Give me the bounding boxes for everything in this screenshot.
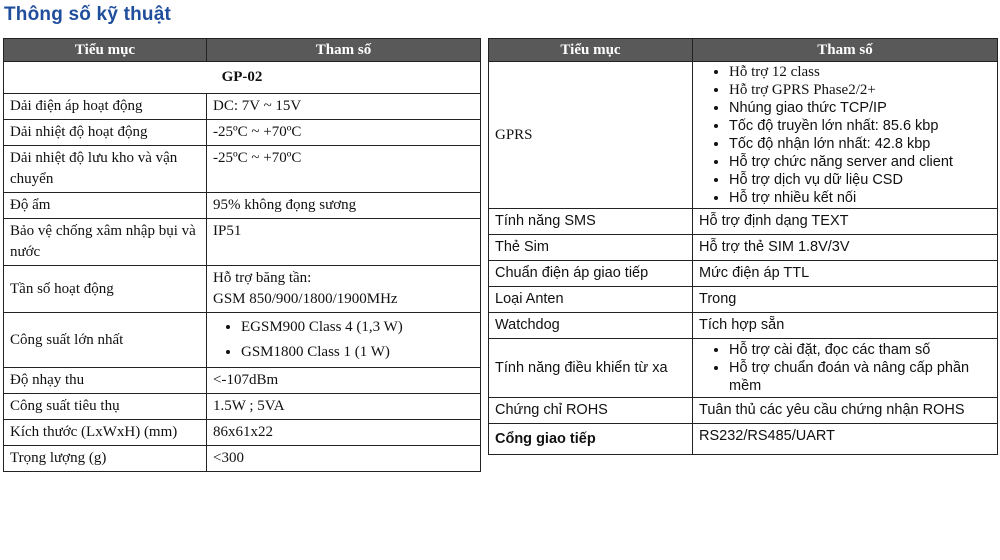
table-row bbox=[4, 146, 481, 193]
row-value: Tích hợp sẵn bbox=[693, 313, 998, 339]
list-item: • EGSM900 Class 4 (1,3 W) bbox=[241, 315, 474, 340]
list-item: • Hỗ trợ nhiều kết nối bbox=[729, 189, 991, 207]
row-label: Trọng lượng (g) bbox=[4, 446, 207, 472]
list-item: • Hỗ trợ chuẩn đoán và nâng cấp phần mềm bbox=[729, 359, 991, 395]
bullet-list bbox=[699, 341, 991, 395]
table-row bbox=[4, 219, 481, 266]
list-item: • Tốc độ truyền lớn nhất: 85.6 kbp bbox=[729, 117, 991, 135]
row-label: Công suất lớn nhất bbox=[4, 313, 207, 368]
table-row bbox=[4, 120, 481, 146]
row-value: Trong bbox=[693, 287, 998, 313]
table-header-row bbox=[489, 39, 998, 62]
row-value: -25ºC ~ +70ºC bbox=[207, 120, 481, 146]
row-label: Kích thước (LxWxH) (mm) bbox=[4, 420, 207, 446]
row-label: Chứng chỉ ROHS bbox=[489, 398, 693, 424]
row-value bbox=[207, 313, 481, 368]
table-row bbox=[4, 94, 481, 120]
row-label: Dải nhiệt độ lưu kho và vận chuyển bbox=[4, 146, 207, 193]
row-value: IP51 bbox=[207, 219, 481, 266]
row-label: Tính năng SMS bbox=[489, 209, 693, 235]
list-item: • Nhúng giao thức TCP/IP bbox=[729, 99, 991, 117]
table-row bbox=[489, 287, 998, 313]
row-label: Loại Anten bbox=[489, 287, 693, 313]
value-line: GSM 850/900/1800/1900MHz bbox=[213, 291, 398, 307]
header-subitem: Tiểu mục bbox=[4, 39, 207, 62]
row-label: Thẻ Sim bbox=[489, 235, 693, 261]
table-row bbox=[4, 313, 481, 368]
table-row bbox=[489, 261, 998, 287]
row-value bbox=[693, 339, 998, 398]
list-item: • Hỗ trợ cài đặt, đọc các tham số bbox=[729, 341, 991, 359]
list-item: • Tốc độ nhận lớn nhất: 42.8 kbp bbox=[729, 135, 991, 153]
row-label: Chuẩn điện áp giao tiếp bbox=[489, 261, 693, 287]
header-parameter: Tham số bbox=[693, 39, 998, 62]
row-label: Dải nhiệt độ hoạt động bbox=[4, 120, 207, 146]
table-row bbox=[4, 368, 481, 394]
row-value: DC: 7V ~ 15V bbox=[207, 94, 481, 120]
list-item: • Hỗ trợ 12 class bbox=[729, 63, 991, 81]
list-item: • GSM1800 Class 1 (1 W) bbox=[241, 340, 474, 365]
table-header-row bbox=[4, 39, 481, 62]
header-parameter: Tham số bbox=[207, 39, 481, 62]
table-row bbox=[4, 266, 481, 313]
row-value bbox=[207, 266, 481, 313]
table-row bbox=[4, 446, 481, 472]
model-name: GP-02 bbox=[4, 62, 481, 94]
row-label: Watchdog bbox=[489, 313, 693, 339]
row-value bbox=[693, 62, 998, 209]
table-row bbox=[489, 235, 998, 261]
specs-table-right bbox=[488, 38, 998, 455]
row-label: Độ nhạy thu bbox=[4, 368, 207, 394]
row-label: Cổng giao tiếp bbox=[489, 424, 693, 455]
table-row bbox=[4, 193, 481, 219]
row-label: Tính năng điều khiển từ xa bbox=[489, 339, 693, 398]
bullet-list bbox=[213, 315, 474, 365]
row-value: Hỗ trợ thẻ SIM 1.8V/3V bbox=[693, 235, 998, 261]
row-label: GPRS bbox=[489, 62, 693, 209]
row-value: RS232/RS485/UART bbox=[693, 424, 998, 455]
row-value: Hỗ trợ định dạng TEXT bbox=[693, 209, 998, 235]
table-row bbox=[4, 420, 481, 446]
table-row bbox=[489, 313, 998, 339]
table-row bbox=[489, 339, 998, 398]
list-item: • Hỗ trợ chức năng server and client bbox=[729, 153, 991, 171]
table-row bbox=[489, 398, 998, 424]
value-line: Hỗ trợ băng tần: bbox=[213, 270, 312, 286]
model-row bbox=[4, 62, 481, 94]
row-value: Mức điện áp TTL bbox=[693, 261, 998, 287]
row-value: 86x61x22 bbox=[207, 420, 481, 446]
row-value: 95% không đọng sương bbox=[207, 193, 481, 219]
list-item: • Hỗ trợ GPRS Phase2/2+ bbox=[729, 81, 991, 99]
table-row bbox=[4, 394, 481, 420]
row-label: Công suất tiêu thụ bbox=[4, 394, 207, 420]
bullet-list bbox=[699, 63, 991, 207]
header-subitem: Tiểu mục bbox=[489, 39, 693, 62]
row-value: -25ºC ~ +70ºC bbox=[207, 146, 481, 193]
specs-table-left bbox=[3, 38, 481, 472]
row-label: Tần số hoạt động bbox=[4, 266, 207, 313]
row-value: Tuân thủ các yêu cầu chứng nhận ROHS bbox=[693, 398, 998, 424]
table-row bbox=[489, 209, 998, 235]
list-item: • Hỗ trợ dịch vụ dữ liệu CSD bbox=[729, 171, 991, 189]
row-label: Dải điện áp hoạt động bbox=[4, 94, 207, 120]
row-value: <-107dBm bbox=[207, 368, 481, 394]
table-row bbox=[489, 62, 998, 209]
page-title: Thông số kỹ thuật bbox=[4, 4, 172, 25]
row-value: <300 bbox=[207, 446, 481, 472]
row-label: Bảo vệ chống xâm nhập bụi và nước bbox=[4, 219, 207, 266]
row-label: Độ ẩm bbox=[4, 193, 207, 219]
table-row bbox=[489, 424, 998, 455]
row-value: 1.5W ; 5VA bbox=[207, 394, 481, 420]
